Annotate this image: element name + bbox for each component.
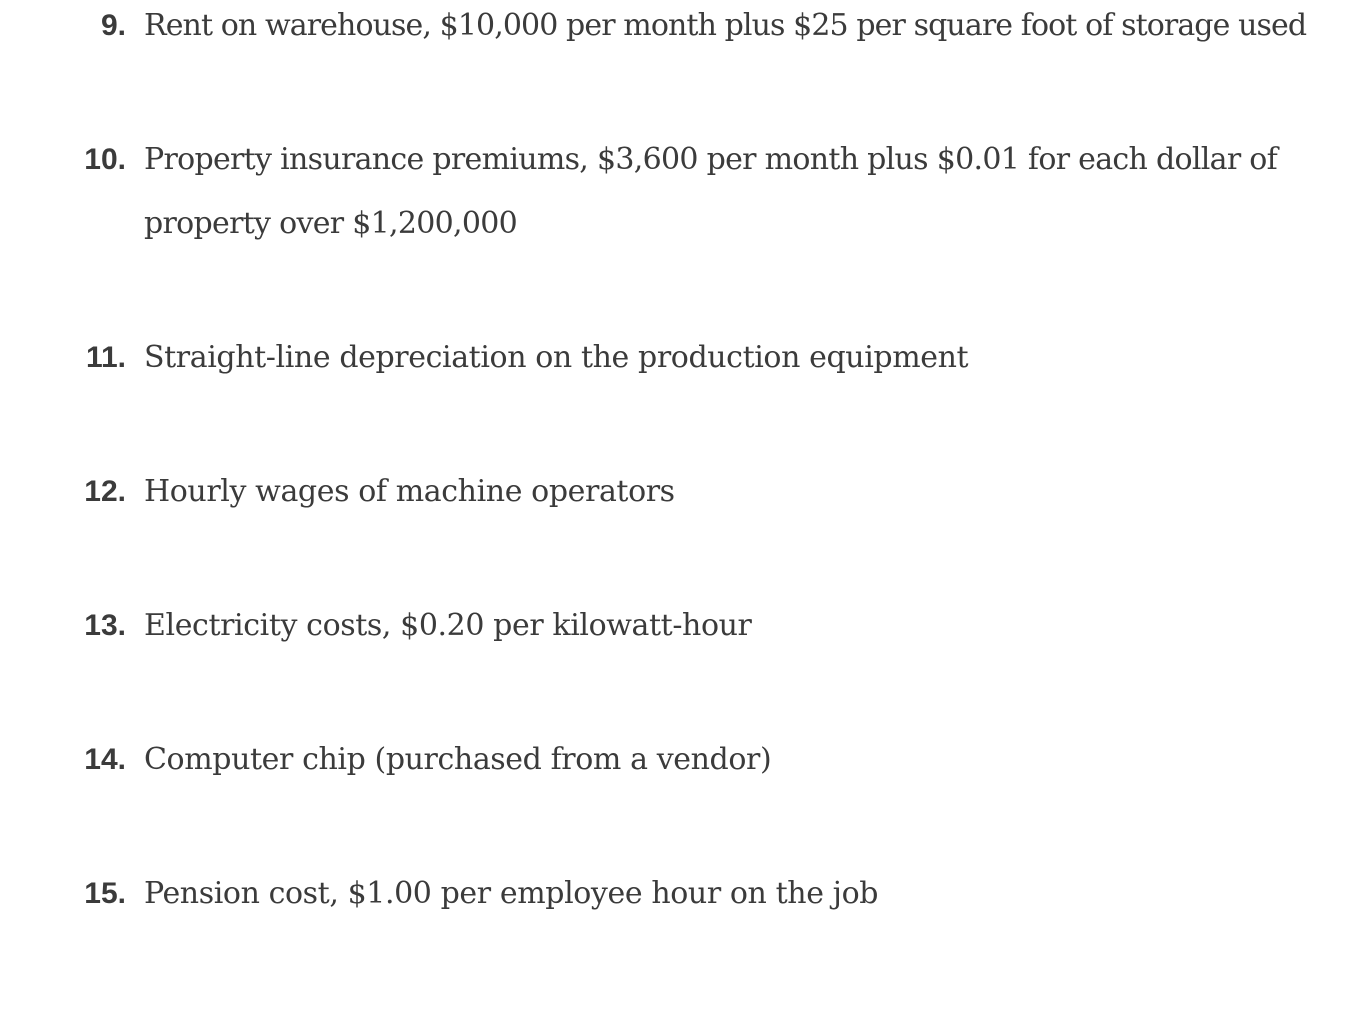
item-number: 12. [84, 475, 126, 508]
item-text: Property insurance premiums, $3,600 per month plus $0.01 for each dollar of property over $1,200,000 [144, 142, 1278, 241]
item-text: Computer chip (purchased from a vendor) [144, 742, 772, 777]
item-number: 10. [84, 143, 126, 176]
item-text: Hourly wages of machine operators [144, 474, 675, 509]
item-text: Pension cost, $1.00 per employee hour on the job [144, 876, 879, 911]
item-text: Straight-line depreciation on the production equipment [144, 340, 969, 375]
item-number: 9. [100, 9, 126, 42]
item-number: 14. [84, 743, 126, 776]
item-number: 11. [85, 341, 126, 374]
item-number: 15. [84, 877, 126, 910]
item-text: Electricity costs, $0.20 per kilowatt-hour [144, 608, 752, 643]
item-text: Rent on warehouse, $10,000 per month plus $25 per square foot of storage used [144, 8, 1307, 43]
item-number: 13. [84, 609, 126, 642]
